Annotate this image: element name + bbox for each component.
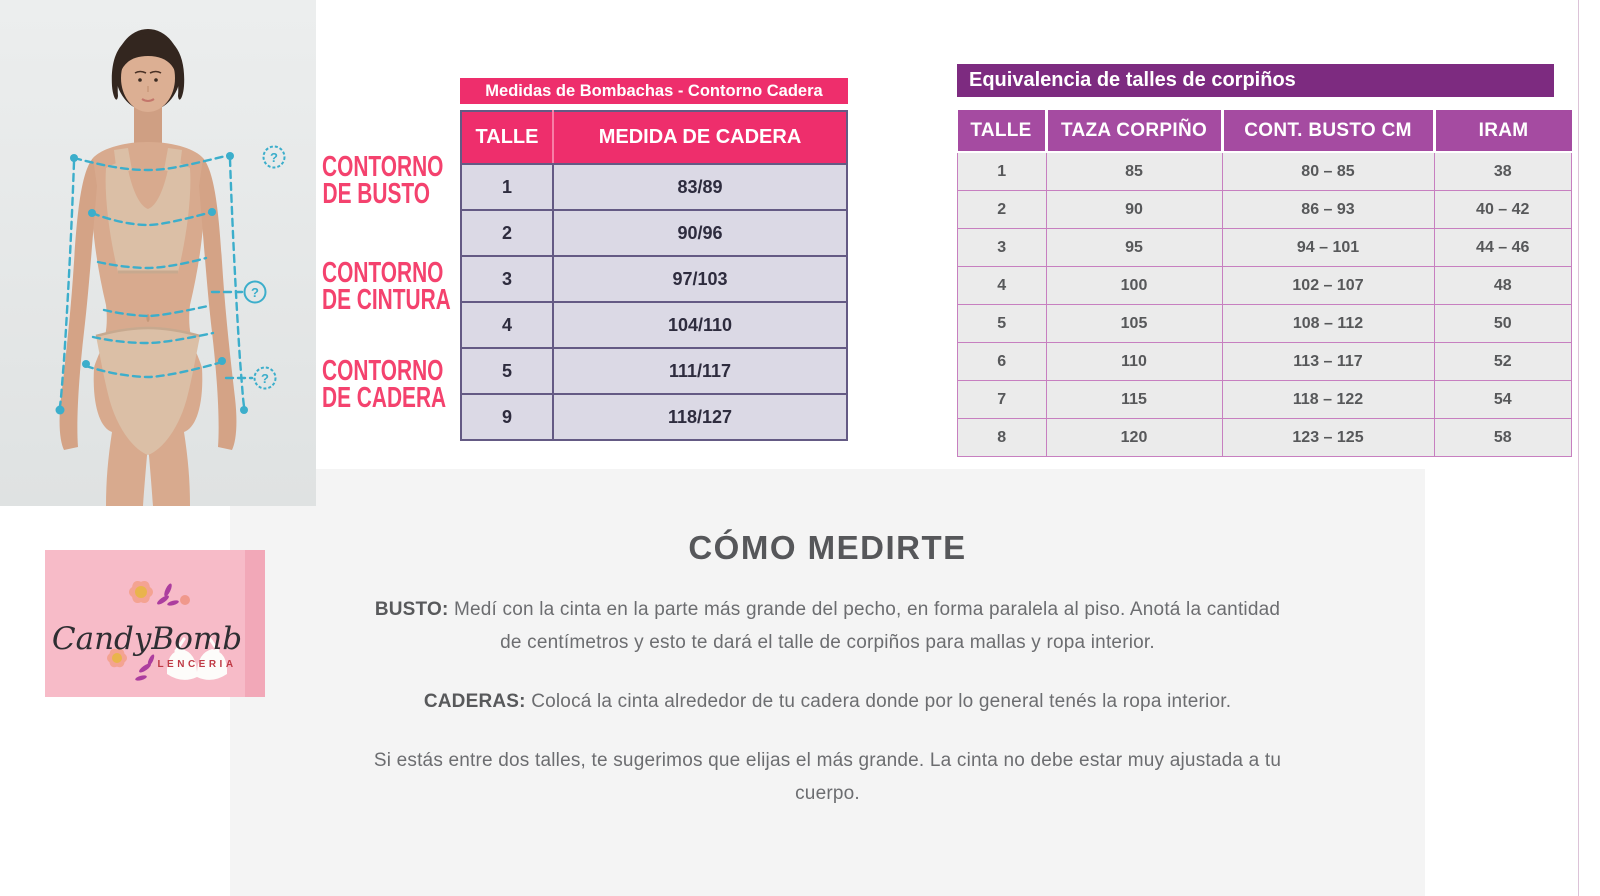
table-cell: 9 [461,394,553,440]
table-cell: 90/96 [553,210,847,256]
corpinos-header-talle: TALLE [958,110,1047,152]
table-cell: 6 [958,343,1047,381]
table-cell: 80 – 85 [1222,152,1434,191]
caderas-label: CADERAS: [423,691,526,712]
table-cell: 97/103 [553,256,847,302]
table-cell: 85 [1046,152,1222,191]
brand-name-text: CandyBomb [51,621,243,657]
table-cell: 118 – 122 [1222,381,1434,419]
table-cell: 54 [1434,381,1572,419]
measure-label-busto [322,151,444,210]
busto-paragraph [323,593,1333,659]
bombachas-header-talle: TALLE [461,111,553,164]
measure-label-cadera-line1: CONTORNO [322,355,444,387]
table-row [461,164,847,210]
table-row [461,348,847,394]
table-row [958,381,1572,419]
bombachas-size-table [460,78,848,441]
table-cell: 100 [1046,267,1222,305]
busto-text-line1: Medí con la cinta en la parte más grande del pecho, en forma paralela al piso. Anotá la cantidad [454,599,1281,620]
table-cell: 38 [1434,152,1572,191]
table-row [461,210,847,256]
table-cell: 58 [1434,419,1572,457]
table-row [958,305,1572,343]
brand-subtitle-text: LENCERIA [157,659,237,670]
how-to-measure-content [323,529,1333,810]
table-cell: 5 [958,305,1047,343]
table-cell: 1 [958,152,1047,191]
table-cell: 2 [958,191,1047,229]
table-cell: 48 [1434,267,1572,305]
bombachas-header-medida: MEDIDA DE CADERA [553,111,847,164]
table-cell: 105 [1046,305,1222,343]
model-photo [0,0,316,506]
table-cell: 113 – 117 [1222,343,1434,381]
table-cell: 40 – 42 [1434,191,1572,229]
table-cell: 52 [1434,343,1572,381]
note-line1: Si estás entre dos talles, te sugerimos que elijas el más grande. La cinta no debe estar muy ajustada a tu [373,750,1282,771]
table-cell: 50 [1434,305,1572,343]
corpinos-header-taza: TAZA CORPIÑO [1046,110,1222,152]
busto-text-line2: de centímetros y esto te dará el talle de corpiños para mallas y ropa interior. [500,632,1155,653]
svg-text:?: ? [261,371,269,386]
table-row [461,394,847,440]
bombachas-table-title: Medidas de Bombachas - Contorno Cadera [460,78,848,104]
measure-label-busto-line1: CONTORNO [322,151,444,183]
table-cell: 83/89 [553,164,847,210]
measure-label-busto-line2: DE BUSTO [322,178,430,210]
table-cell: 7 [958,381,1047,419]
caderas-text: Colocá la cinta alrededor de tu cadera donde por lo general tenés la ropa interior. [531,691,1232,712]
bombachas-table [460,110,848,441]
table-cell: 86 – 93 [1222,191,1434,229]
corpinos-equivalence-table [957,64,1554,457]
table-row [958,343,1572,381]
table-row [461,256,847,302]
page-right-border [1578,0,1579,896]
table-row [958,419,1572,457]
note-paragraph [323,744,1333,810]
table-cell: 8 [958,419,1047,457]
busto-label: BUSTO: [374,599,449,620]
svg-text:?: ? [270,150,278,165]
measure-label-cadera-line2: DE CADERA [322,382,447,414]
table-cell: 123 – 125 [1222,419,1434,457]
measure-label-cintura-line1: CONTORNO [322,257,444,289]
table-cell: 102 – 107 [1222,267,1434,305]
caderas-paragraph [323,685,1333,718]
how-to-measure-title: CÓMO MEDIRTE [688,529,967,566]
table-cell: 111/117 [553,348,847,394]
table-row [958,152,1572,191]
measure-label-cadera [322,355,447,414]
table-cell: 5 [461,348,553,394]
measure-label-cintura [322,257,451,316]
table-cell: 120 [1046,419,1222,457]
corpinos-header-row [958,110,1572,152]
table-row [461,302,847,348]
corpinos-header-busto: CONT. BUSTO CM [1222,110,1434,152]
corpinos-table-title: Equivalencia de talles de corpiños [957,64,1554,97]
brand-logo-card [45,550,265,697]
table-cell: 1 [461,164,553,210]
bombachas-header-row [461,111,847,164]
table-cell: 44 – 46 [1434,229,1572,267]
table-cell: 118/127 [553,394,847,440]
logo-background-band [245,550,265,697]
measure-label-cintura-line2: DE CINTURA [322,284,451,316]
table-row [958,191,1572,229]
table-cell: 115 [1046,381,1222,419]
svg-text:?: ? [251,285,259,300]
table-cell: 104/110 [553,302,847,348]
table-cell: 95 [1046,229,1222,267]
table-cell: 90 [1046,191,1222,229]
corpinos-header-iram: IRAM [1434,110,1572,152]
table-cell: 108 – 112 [1222,305,1434,343]
note-line2: cuerpo. [795,783,860,804]
table-row [958,229,1572,267]
table-row [958,267,1572,305]
how-to-measure-panel [230,469,1425,896]
table-cell: 94 – 101 [1222,229,1434,267]
table-cell: 4 [461,302,553,348]
table-cell: 3 [958,229,1047,267]
corpinos-table [957,110,1572,457]
table-cell: 2 [461,210,553,256]
table-cell: 3 [461,256,553,302]
table-cell: 4 [958,267,1047,305]
table-cell: 110 [1046,343,1222,381]
